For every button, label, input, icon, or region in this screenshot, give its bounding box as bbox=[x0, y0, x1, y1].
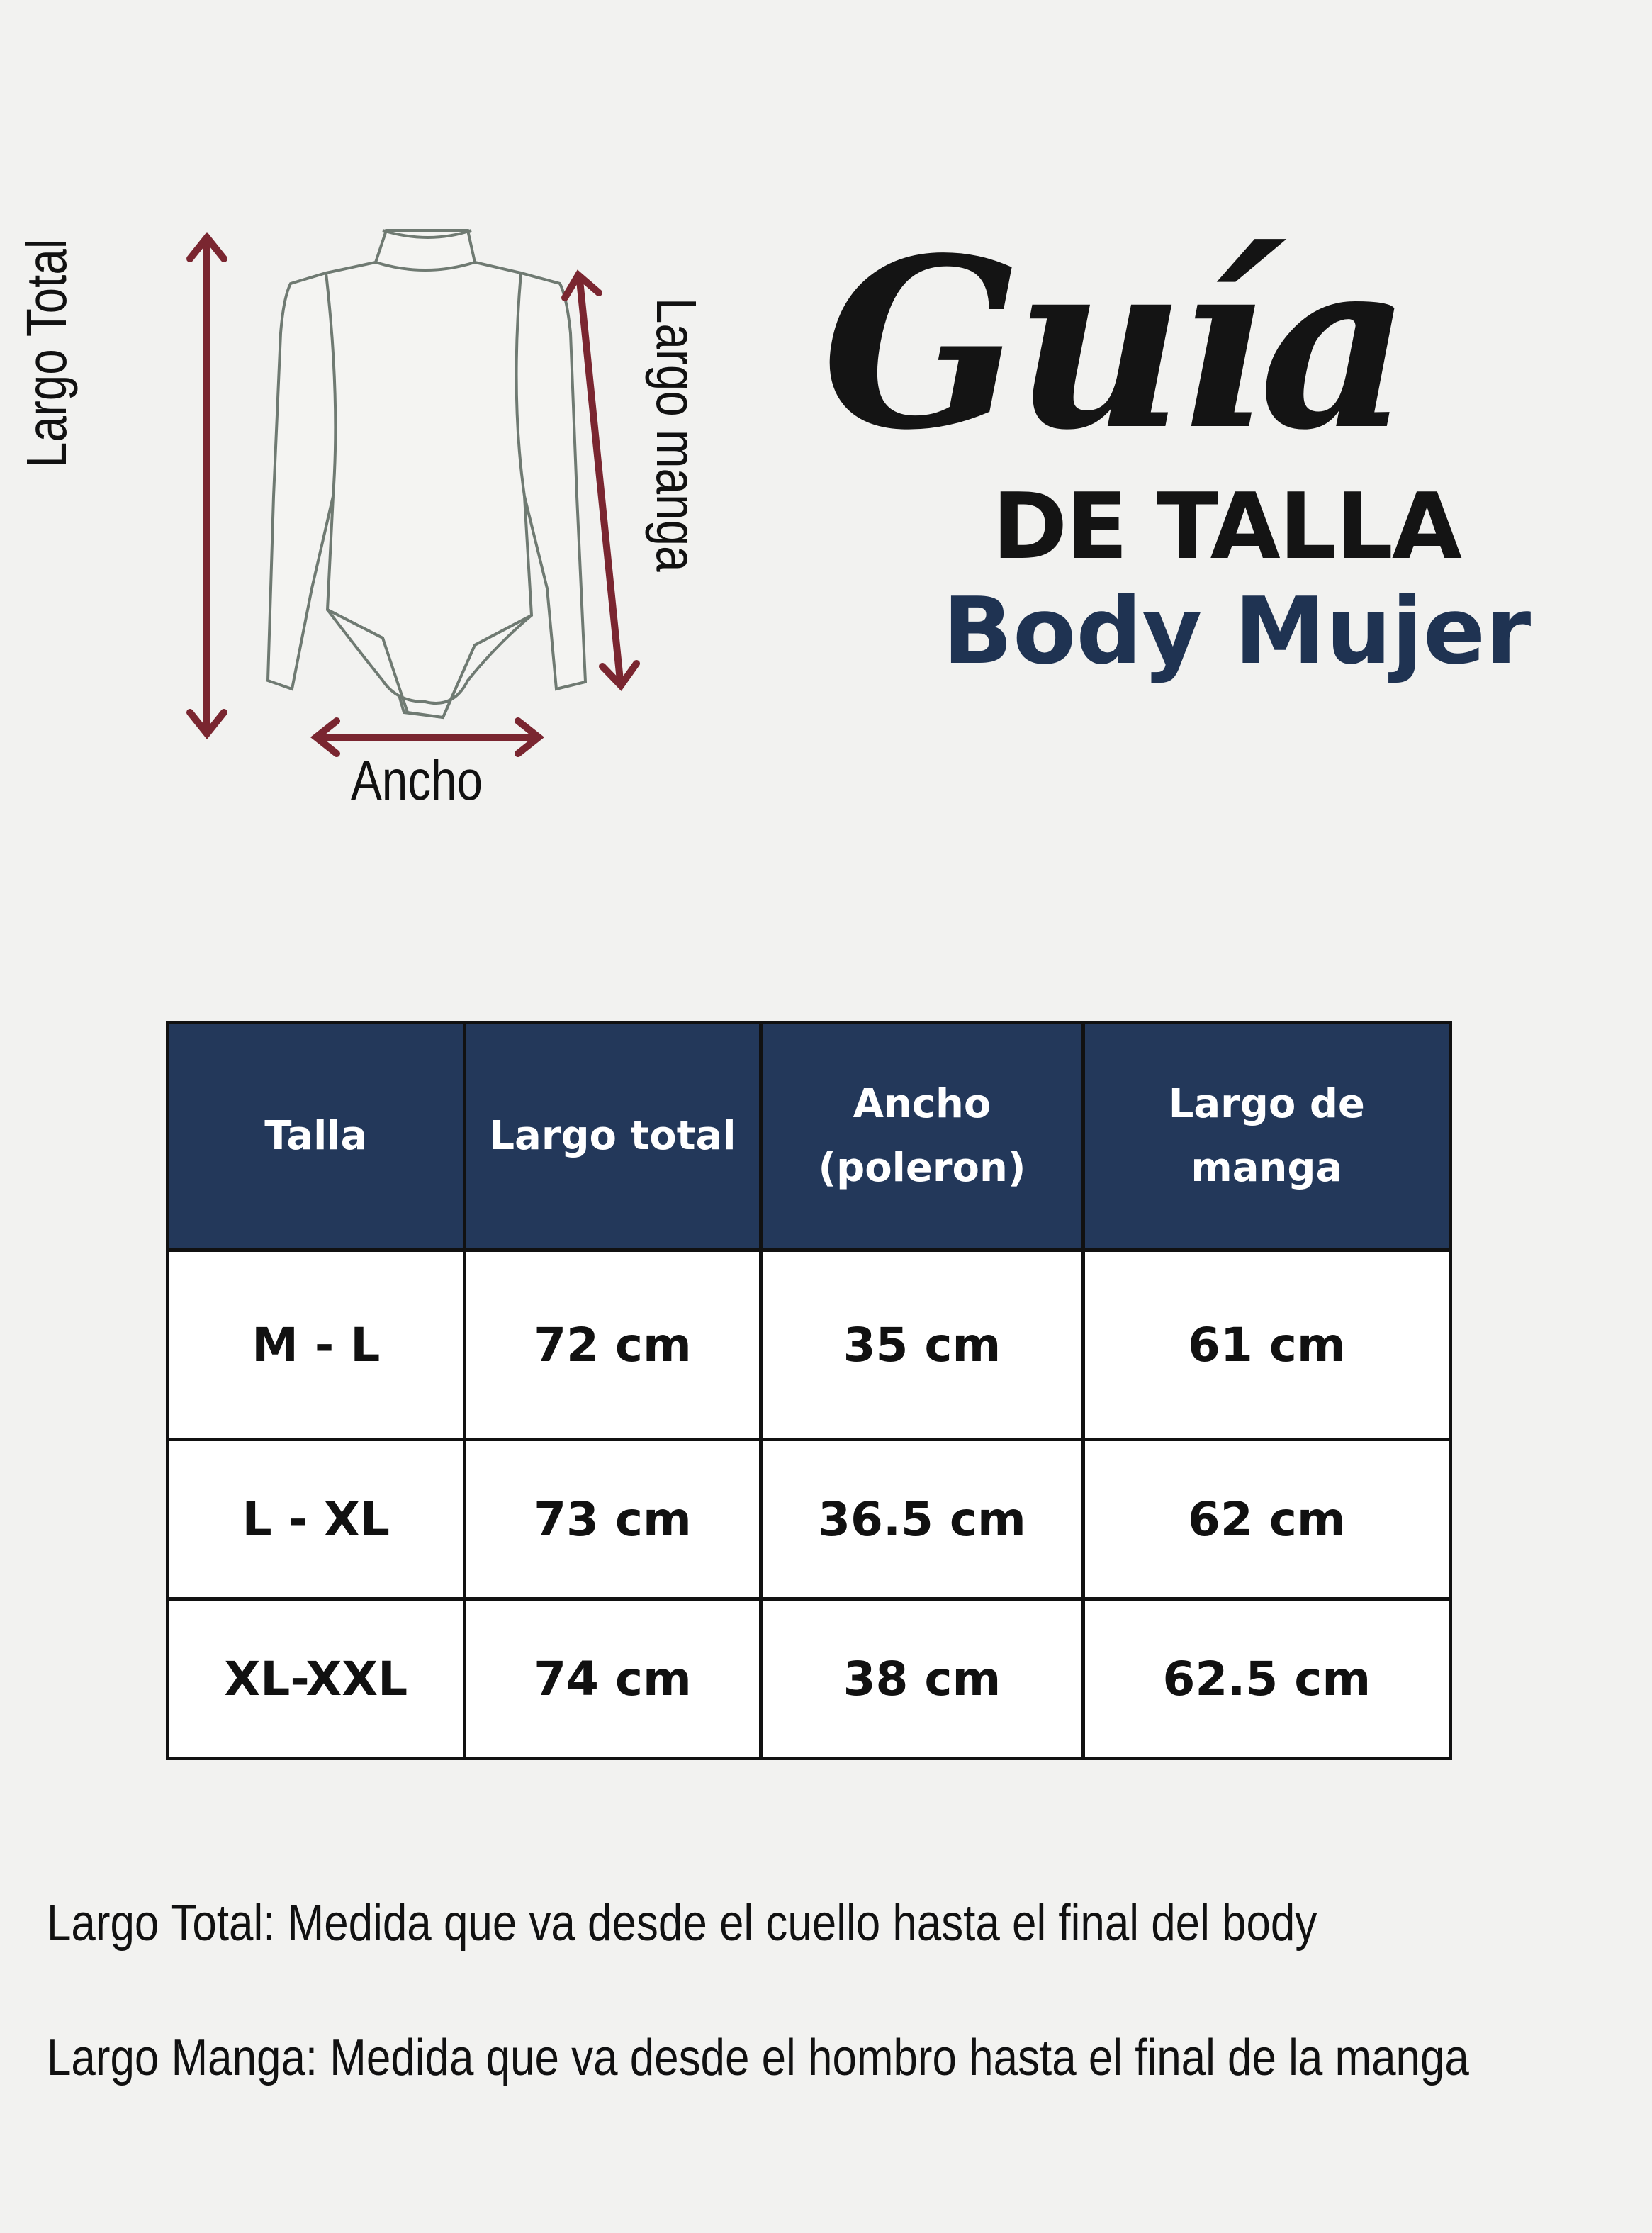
garment-diagram bbox=[0, 0, 794, 851]
title-block bbox=[808, 206, 1588, 709]
header-ancho: Ancho (poleron) bbox=[761, 1023, 1083, 1250]
cell-talla: M - L bbox=[168, 1250, 465, 1440]
cell-largo-manga: 62.5 cm bbox=[1083, 1599, 1450, 1759]
table-row bbox=[168, 1599, 1451, 1759]
largo-total-arrow-icon bbox=[190, 237, 224, 734]
note-largo-manga: Largo Manga: Medida que va desde el hombro hasta el final de la manga bbox=[47, 2030, 1469, 2086]
ancho-label: Ancho bbox=[351, 749, 483, 812]
cell-largo-manga: 62 cm bbox=[1083, 1440, 1450, 1599]
product-name: Body Mujer bbox=[943, 577, 1532, 685]
note-largo-total: Largo Total: Medida que va desde el cuello hasta el final del body bbox=[47, 1895, 1317, 1952]
cell-largo-total: 72 cm bbox=[464, 1250, 761, 1440]
cell-talla: XL-XXL bbox=[168, 1599, 465, 1759]
title-script: Guía bbox=[822, 206, 1404, 481]
cell-largo-total: 74 cm bbox=[464, 1599, 761, 1759]
measurement-notes bbox=[47, 1882, 1606, 2151]
header-largo-total: Largo total bbox=[464, 1023, 761, 1250]
cell-ancho: 36.5 cm bbox=[761, 1440, 1083, 1599]
table-row bbox=[168, 1440, 1451, 1599]
bodysuit-outline-icon bbox=[268, 230, 585, 717]
cell-talla: L - XL bbox=[168, 1440, 465, 1599]
cell-ancho: 38 cm bbox=[761, 1599, 1083, 1759]
title-subtitle: DE TALLA bbox=[992, 474, 1461, 580]
cell-ancho: 35 cm bbox=[761, 1250, 1083, 1440]
largo-manga-label: Largo manga bbox=[645, 298, 708, 572]
cell-largo-manga: 61 cm bbox=[1083, 1250, 1450, 1440]
size-table bbox=[166, 1021, 1452, 1760]
table-row bbox=[168, 1250, 1451, 1440]
table-header-row bbox=[168, 1023, 1451, 1250]
cell-largo-total: 73 cm bbox=[464, 1440, 761, 1599]
header-largo-manga: Largo de manga bbox=[1083, 1023, 1450, 1250]
largo-total-label: Largo Total bbox=[15, 238, 78, 468]
header-talla: Talla bbox=[168, 1023, 465, 1250]
